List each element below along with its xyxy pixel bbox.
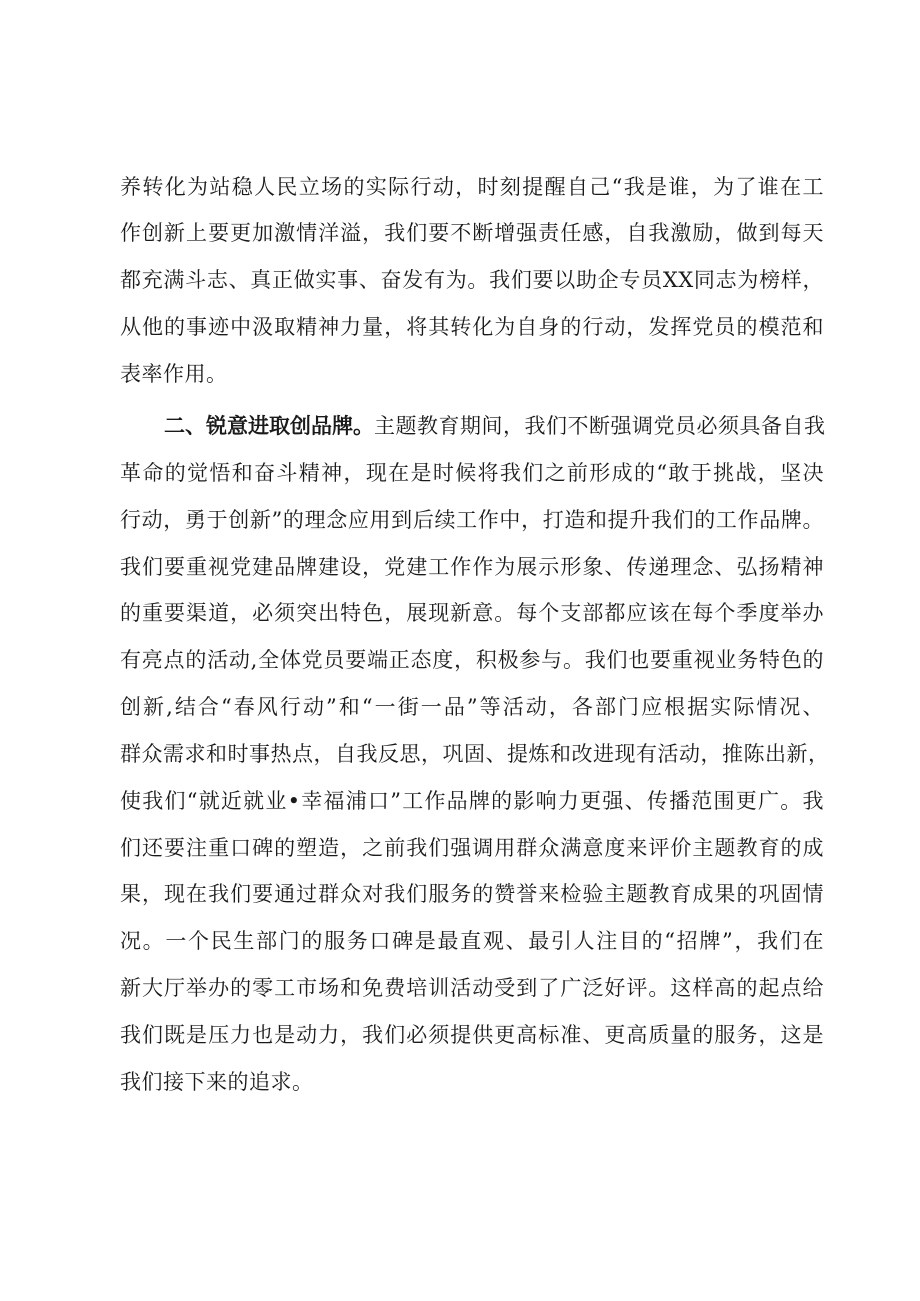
- paragraph-2-line: 使我们“就近就业•幸福浦口”工作品牌的影响力更强、传播范围更广。我: [120, 789, 824, 813]
- paragraph-2-line: 行动，勇于创新”的理念应用到后续工作中，打造和提升我们的工作品牌。: [120, 508, 824, 532]
- paragraph-2-line: 有亮点的活动,全体党员要端正态度，积极参与。我们也要重视业务特色的: [120, 648, 824, 672]
- paragraph-2-first-line-text: 主题教育期间，我们不断强调党员必须具备自我: [374, 414, 826, 438]
- paragraph-2-line: 我们要重视党建品牌建设，党建工作作为展示形象、传递理念、弘扬精神: [120, 555, 824, 579]
- paragraph-2-line: 果，现在我们要通过群众对我们服务的赞誉来检验主题教育成果的巩固情: [120, 882, 824, 906]
- paragraph-1-line: 从他的事迹中汲取精神力量，将其转化为自身的行动，发挥党员的模范和: [120, 315, 824, 339]
- paragraph-2-line: 创新,结合“春风行动”和“一街一品”等活动，各部门应根据实际情况、: [120, 695, 824, 719]
- paragraph-1-line: 养转化为站稳人民立场的实际行动，时刻提醒自己“我是谁，为了谁在工: [120, 175, 824, 199]
- paragraph-1-line: 作创新上要更加激情洋溢，我们要不断增强责任感，自我激励，做到每天: [120, 221, 824, 245]
- paragraph-2-line: 革命的觉悟和奋斗精神，现在是时候将我们之前形成的“敢于挑战，坚决: [120, 461, 824, 485]
- paragraph-2-line: 新大厅举办的零工市场和免费培训活动受到了广泛好评。这样高的起点给: [120, 976, 824, 1000]
- section-heading: 二、锐意进取创品牌。: [164, 414, 374, 438]
- paragraph-2-line: 们还要注重口碑的塑造，之前我们强调用群众满意度来评价主题教育的成: [120, 836, 824, 860]
- paragraph-1-line: 表率作用。: [120, 362, 228, 386]
- paragraph-2-line: 群众需求和时事热点，自我反思，巩固、提炼和改进现有活动，推陈出新，: [120, 742, 830, 766]
- paragraph-1-line: 都充满斗志、真正做实事、奋发有为。我们要以助企专员XX同志为榜样，: [120, 268, 824, 292]
- paragraph-2-line: 我们既是压力也是动力，我们必须提供更高标准、更高质量的服务，这是: [120, 1023, 824, 1047]
- paragraph-2-line: 我们接下来的追求。: [120, 1070, 314, 1094]
- paragraph-2-first-line: [164, 411, 824, 441]
- paragraph-2-line: 况。一个民生部门的服务口碑是最直观、最引人注目的“招牌”，我们在: [120, 929, 824, 953]
- paragraph-2-line: 的重要渠道，必须突出特色，展现新意。每个支部都应该在每个季度举办: [120, 601, 824, 625]
